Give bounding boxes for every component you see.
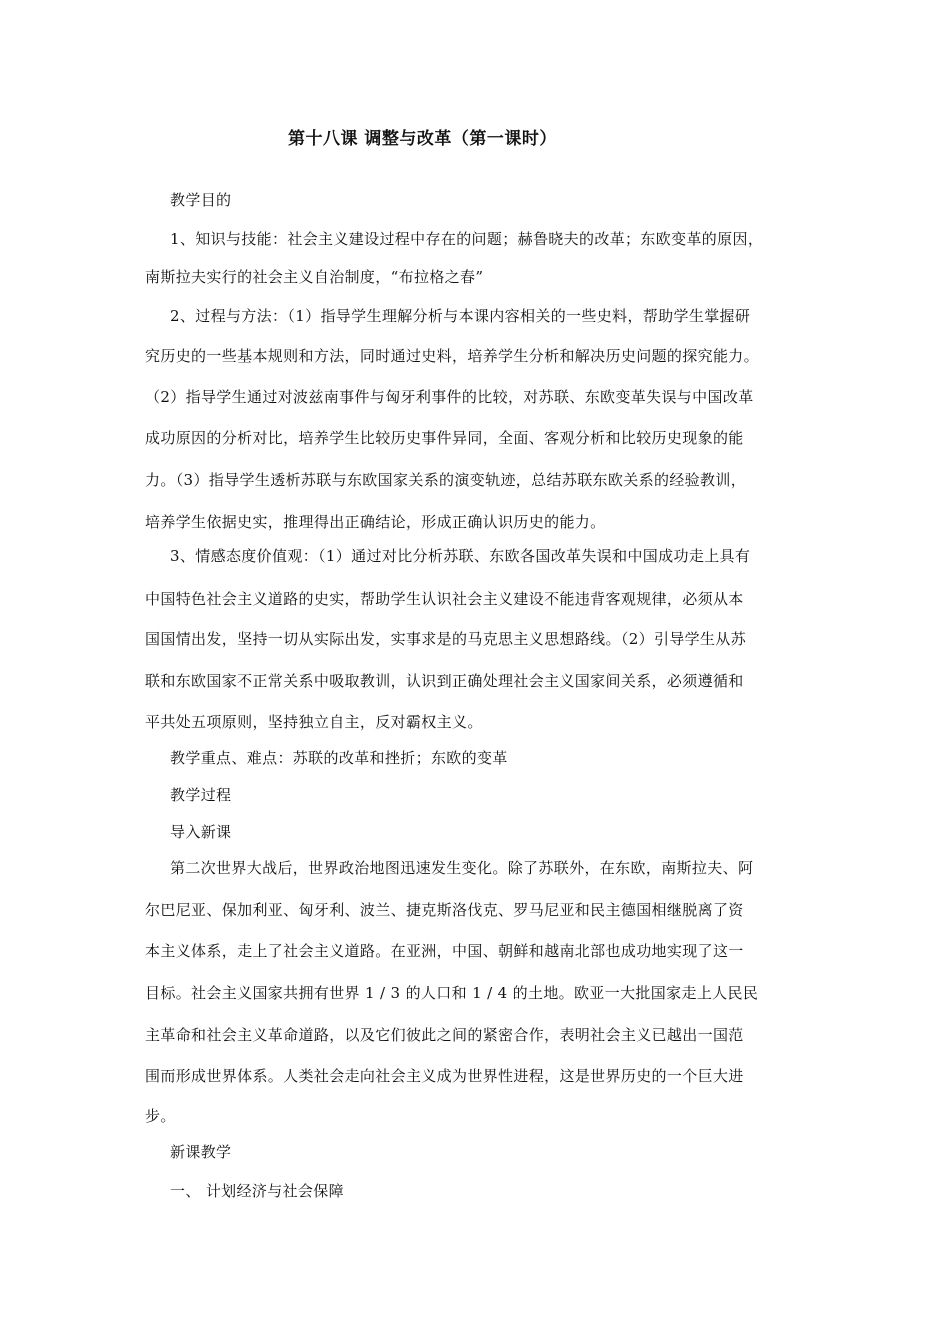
paragraph-line: 主革命和社会主义革命道路，以及它们彼此之间的紧密合作，表明社会主义已越出一国范 (145, 1026, 744, 1044)
paragraph-line: 南斯拉夫实行的社会主义自治制度，“布拉格之春” (145, 268, 484, 286)
section-heading-intro: 导入新课 (170, 823, 232, 841)
paragraph-line: 国国情出发，坚持一切从实际出发，实事求是的马克思主义思想路线。（2）引导学生从苏 (145, 630, 747, 648)
paragraph-line: （2）指导学生通过对波兹南事件与匈牙利事件的比较，对苏联、东欧变革失误与中国改革 (145, 388, 754, 406)
paragraph-line: 目标。社会主义国家共拥有世界 1 / 3 的人口和 1 / 4 的土地。欧亚一大批国家走上人民民 (145, 984, 759, 1002)
paragraph-line: 3、情感态度价值观：（1）通过对比分析苏联、东欧各国改革失误和中国成功走上具有 (170, 547, 751, 565)
paragraph-line: 本主义体系，走上了社会主义道路。在亚洲，中国、朝鲜和越南北部也成功地实现了这一 (145, 942, 744, 960)
paragraph-line: 2、过程与方法：（1）指导学生理解分析与本课内容相关的一些史料，帮助学生掌握研 (170, 307, 751, 325)
paragraph-line: 中国特色社会主义道路的史实，帮助学生认识社会主义建设不能违背客观规律，必须从本 (145, 590, 744, 608)
paragraph-line: 力。（3）指导学生透析苏联与东欧国家关系的演变轨迹，总结苏联东欧关系的经验教训， (145, 471, 747, 489)
section-heading-new-lesson: 新课教学 (170, 1143, 232, 1161)
section-heading-key-points: 教学重点、难点：苏联的改革和挫折；东欧的变革 (170, 749, 508, 767)
paragraph-line: 究历史的一些基本规则和方法，同时通过史料，培养学生分析和解决历史问题的探究能力。 (145, 347, 760, 365)
section-heading-process: 教学过程 (170, 786, 232, 804)
paragraph-line: 尔巴尼亚、保加利亚、匈牙利、波兰、捷克斯洛伐克、罗马尼亚和民主德国相继脱离了资 (145, 901, 744, 919)
paragraph-line: 平共处五项原则，坚持独立自主，反对霸权主义。 (145, 713, 483, 731)
subsection-heading: 一、 计划经济与社会保障 (170, 1182, 344, 1200)
paragraph-line: 围而形成世界体系。人类社会走向社会主义成为世界性进程，这是世界历史的一个巨大进 (145, 1067, 744, 1085)
paragraph-line: 第二次世界大战后，世界政治地图迅速发生变化。除了苏联外，在东欧，南斯拉夫、阿 (170, 859, 754, 877)
paragraph-line: 步。 (145, 1107, 176, 1125)
paragraph-line: 培养学生依据史实，推理得出正确结论，形成正确认识历史的能力。 (145, 513, 606, 531)
paragraph-line: 联和东欧国家不正常关系中吸取教训，认识到正确处理社会主义国家间关系，必须遵循和 (145, 672, 744, 690)
paragraph-line: 1、知识与技能：社会主义建设过程中存在的问题；赫鲁晓夫的改革；东欧变革的原因， (170, 230, 764, 248)
document-title: 第十八课 调整与改革（第一课时） (288, 129, 557, 149)
section-heading-objectives: 教学目的 (170, 191, 232, 209)
paragraph-line: 成功原因的分析对比，培养学生比较历史事件异同，全面、客观分析和比较历史现象的能 (145, 429, 744, 447)
